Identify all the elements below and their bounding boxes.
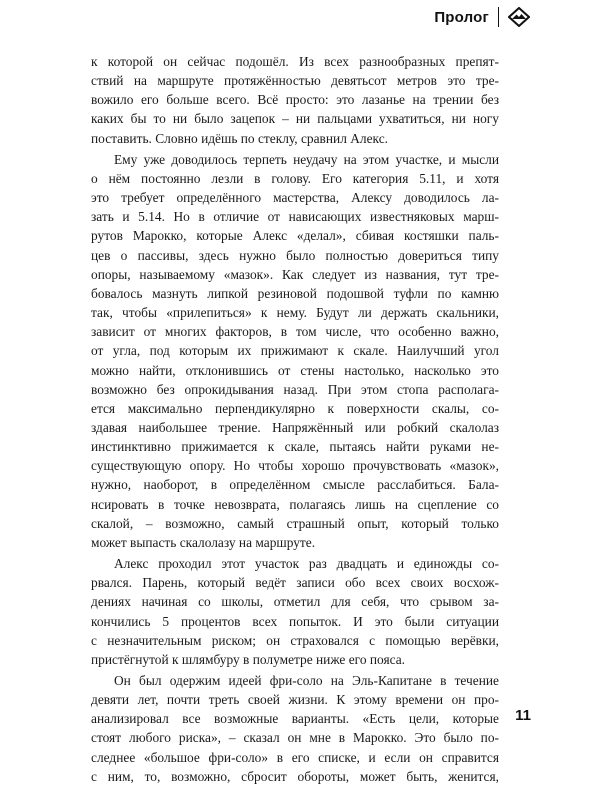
text-line: вожило его больше всего. Всё просто: это лазанье на трении без — [91, 92, 499, 108]
text-line: нсировать в точке невозврата, полагаясь лишь на сцепление со — [91, 496, 499, 512]
text-line: о нём постоянно лезли в голову. Его категория 5.11, и хотя — [91, 170, 499, 186]
paragraph — [91, 150, 499, 552]
text-line: возможно без опрокидывания назад. При этом стопа располага- — [91, 381, 499, 397]
paragraph — [91, 554, 499, 669]
text-line: здавая наибольшее трение. Напряжённый или робкий скалолаз — [91, 419, 499, 435]
text-line: можно найти, отклонившись от стены настолько, насколько это — [91, 362, 499, 378]
text-line: дениях начиная со школы, отметил для себя, что срывом за- — [91, 594, 499, 610]
text-line: кончились 5 процентов всех попыток. И это были ситуации — [91, 613, 499, 629]
text-line: к которой он сейчас подошёл. Из всех разнообразных препят- — [91, 54, 499, 69]
text-line: рвался. Парень, который ведёт записи обо всех своих восхож- — [91, 575, 499, 591]
text-line: зависит от многих факторов, в том числе, что особенно важно, — [91, 324, 499, 340]
text-line: каких бы то ни было зацепок – ни пальцами ухватиться, ни ногу — [91, 111, 499, 127]
text-line: с ним, то, возможно, сбросит обороты, может быть, женится, — [91, 768, 499, 784]
text-line: цев о пассивы, здесь нужно было полностью довериться типу — [91, 247, 499, 263]
chapter-title: Пролог — [434, 8, 489, 26]
mountain-logo-icon — [508, 7, 530, 27]
text-line: это требует определённого мастерства, Алексу доводилось ла- — [91, 190, 499, 206]
header-divider — [498, 7, 499, 27]
page-header — [434, 6, 530, 28]
text-line: от угла, под которым их прижимают к скале. Наилучший угол — [91, 343, 499, 359]
text-line: опоры, называемому «мазок». Как следует из названия, тут тре- — [91, 266, 499, 282]
text-line: ствий на маршруте протяжённостью девятьсот метров это тре- — [91, 73, 499, 89]
body-text — [91, 52, 499, 786]
text-line: Алекс проходил этот участок раз двадцать и единожды со- — [114, 556, 499, 572]
text-line: Он был одержим идеей фри-соло на Эль-Капитане в течение — [114, 673, 499, 688]
paragraph — [91, 671, 499, 786]
text-line: так, чтобы «прилепиться» к нему. Будут ли держать скальники, — [91, 305, 499, 321]
text-line: ется максимально перпендикулярно к поверхности скалы, со- — [91, 400, 499, 416]
page-number: 11 — [515, 707, 531, 724]
text-line: следнее «большое фри-соло» в его списке, и если он справится — [91, 749, 499, 765]
text-line: зать и 5.14. Но в отличие от нависающих известняковых марш- — [91, 209, 499, 225]
text-line: бовалось мазнуть липкой резиновой подошвой туфли по камню — [91, 285, 499, 301]
text-line: девяти лет, почти треть своей жизни. К этому времени он про- — [91, 692, 499, 708]
text-line: пристёгнутой к шлямбуру в полуметре ниже его пояса. — [91, 651, 406, 667]
text-line: анализировал все возможные варианты. «Есть цели, которые — [91, 711, 499, 727]
text-line: Ему уже доводилось терпеть неудачу на этом участке, и мысли — [114, 151, 499, 167]
paragraph — [91, 52, 499, 148]
text-line: с незначительным риском; он страховался с помощью верёвки, — [91, 632, 499, 648]
text-line: инстинктивно прижимается к скале, пытаясь найти руками не- — [91, 439, 499, 455]
text-line: существующую опору. Но чтобы хорошо прочувствовать «мазок», — [91, 458, 499, 474]
text-line: рутов Марокко, которые Алекс «делал», сбивая костяшки паль- — [91, 228, 499, 244]
text-line: нужно, наоборот, в определённом смысле расслабиться. Бала- — [91, 477, 499, 493]
text-line: стоят любого риска», – сказал он мне в Марокко. Это было по- — [91, 730, 499, 746]
text-line: поставить. Словно идёшь по стеклу, сравнил Алекс. — [91, 130, 388, 146]
text-line: скалой, – возможно, самый страшный опыт, который только — [91, 515, 499, 531]
text-line: может выпасть скалолазу на маршруте. — [91, 534, 316, 550]
